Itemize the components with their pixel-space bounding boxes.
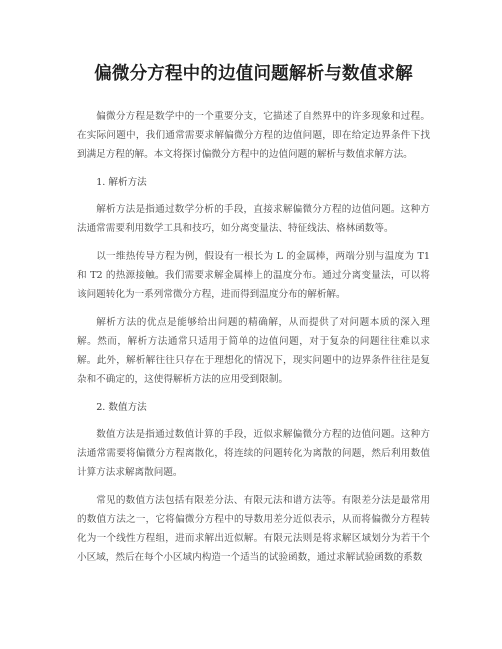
section-heading-analytic: 1. 解析方法 bbox=[96, 177, 147, 188]
document-title: 偏微分方程中的边值问题解析与数值求解 bbox=[94, 64, 413, 84]
numerical-paragraph-2: 常见的数值方法包括有限差分法、有限元法和谱方法等。有限差分法是最常用的数值方法之一，它将偏微分方程中的导数用差分近似表示，从而将偏微分方程转化为一个线性方程组，进而求解出近似解。有限元法则是将求解区域划分为若干个小区域，然后在每个小区域内构造一个适当的试验函数，通过求解试验函数的系数 bbox=[77, 495, 430, 563]
analytic-paragraph-1: 解析方法是指通过数学分析的手段，直接求解偏微分方程的边值问题。这种方法通常需要利用数学工具和技巧，如分离变量法、特征线法、格林函数等。 bbox=[77, 204, 430, 234]
section-heading-numerical: 2. 数值方法 bbox=[96, 402, 147, 413]
analytic-paragraph-2: 以一维热传导方程为例，假设有一根长为 L 的金属棒，两端分别与温度为 T1 和 T2 的热源接触。我们需要求解金属棒上的温度分布。通过分离变量法，可以将该问题转化为一系列常微分方程，进而得到温度分布的解析解。 bbox=[77, 251, 430, 300]
analytic-paragraph-3: 解析方法的优点是能够给出问题的精确解，从而提供了对问题本质的深入理解。然而，解析方法通常只适用于简单的边值问题，对于复杂的问题往往难以求解。此外，解析解往往只存在于理想化的情况下，现实问题中的边界条件往往是复杂和不确定的，这使得解析方法的应用受到限制。 bbox=[77, 317, 430, 385]
intro-paragraph: 偏微分方程是数学中的一个重要分支，它描述了自然界中的许多现象和过程。在实际问题中，我们通常需要求解偏微分方程的边值问题，即在给定边界条件下找到满足方程的解。本文将探讨偏微分方程中的边值问题的解析与数值求解方法。 bbox=[77, 111, 430, 160]
numerical-paragraph-1: 数值方法是指通过数值计算的手段，近似求解偏微分方程的边值问题。这种方法通常需要将偏微分方程离散化，将连续的问题转化为离散的问题，然后利用数值计算方法求解离散问题。 bbox=[77, 429, 430, 478]
